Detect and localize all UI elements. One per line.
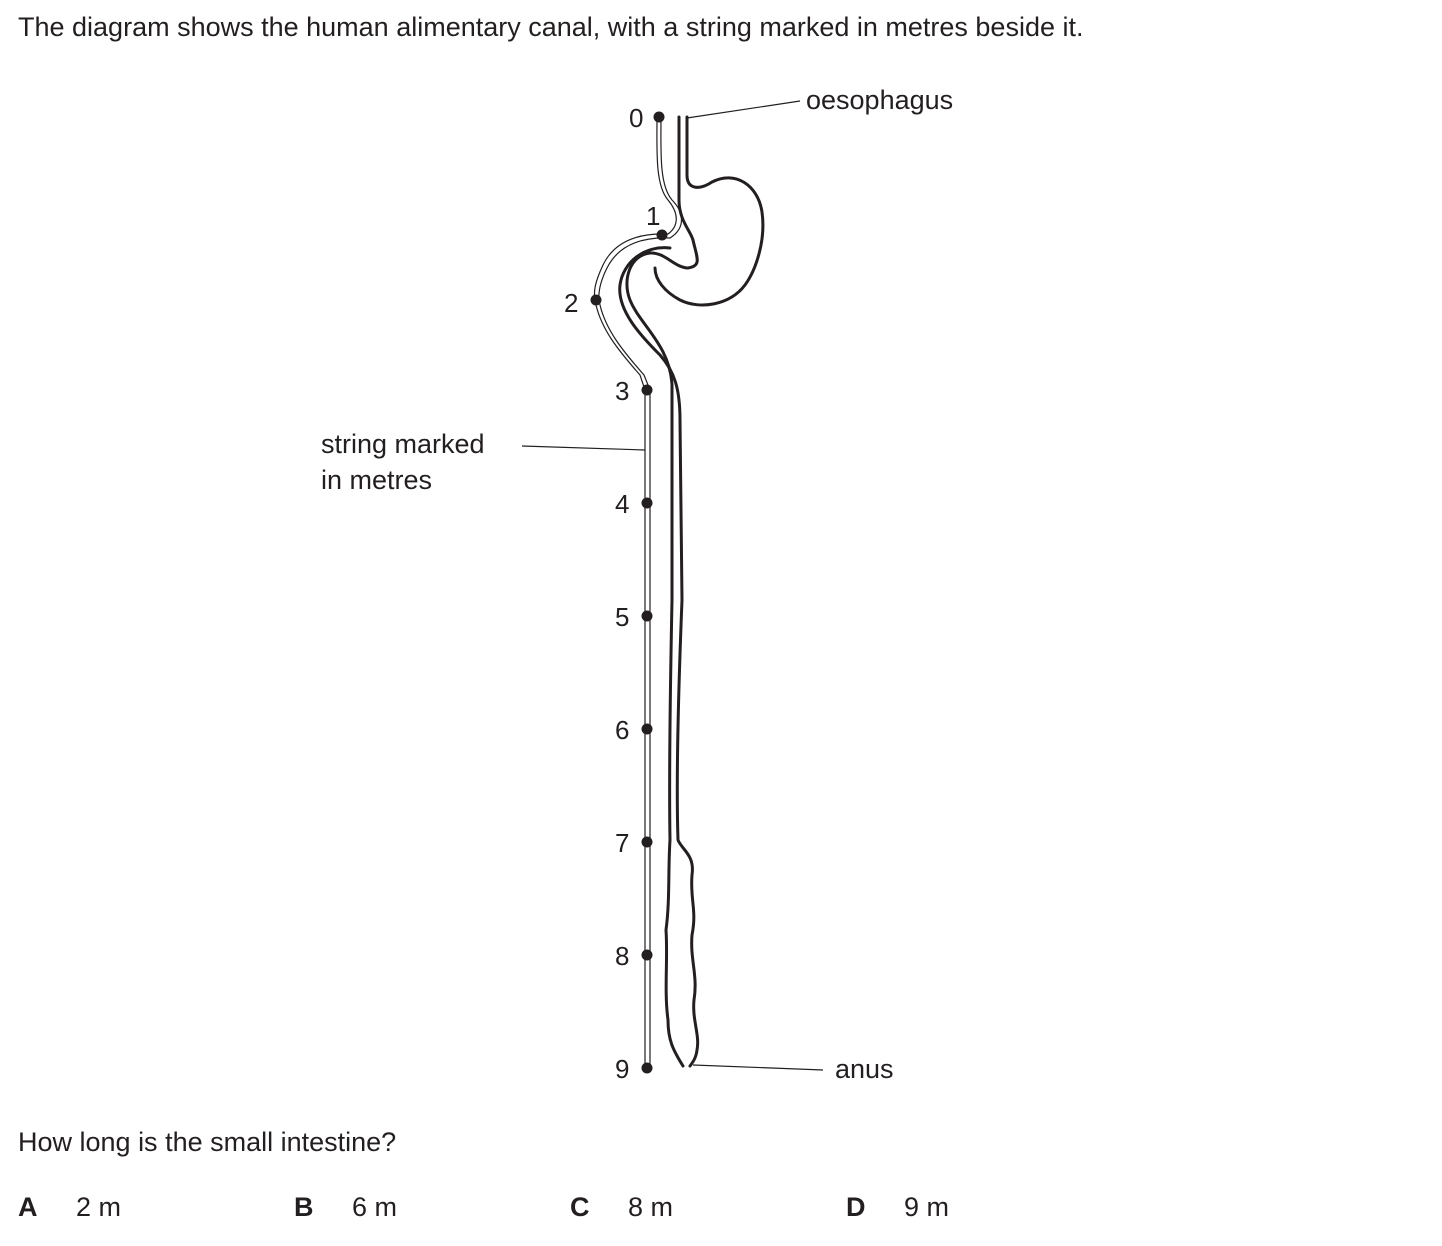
mark-number-1: 1 bbox=[646, 201, 661, 231]
label-string-line1: string marked bbox=[321, 429, 485, 459]
mark-number-9: 9 bbox=[615, 1054, 630, 1084]
mark-dot-8 bbox=[642, 950, 653, 961]
option-letter: C bbox=[570, 1192, 590, 1222]
label-anus: anus bbox=[835, 1054, 894, 1084]
mark-dot-2 bbox=[591, 295, 602, 306]
label-string-line2: in metres bbox=[321, 465, 433, 495]
option-c[interactable] bbox=[570, 1192, 673, 1223]
option-value: 2 m bbox=[76, 1192, 122, 1222]
option-b[interactable] bbox=[294, 1192, 397, 1223]
option-letter: B bbox=[294, 1192, 314, 1222]
mark-number-2: 2 bbox=[564, 288, 579, 318]
option-value: 9 m bbox=[904, 1192, 950, 1222]
mark-dot-1 bbox=[657, 230, 668, 241]
mark-dot-3 bbox=[642, 385, 653, 396]
mark-number-5: 5 bbox=[615, 602, 630, 632]
mark-dot-0 bbox=[654, 112, 665, 123]
mark-number-0: 0 bbox=[629, 103, 644, 133]
question-stem: The diagram shows the human alimentary canal, with a string marked in metres beside it. bbox=[18, 12, 1084, 42]
option-value: 6 m bbox=[352, 1192, 398, 1222]
label-oesophagus: oesophagus bbox=[806, 85, 954, 115]
mark-dot-6 bbox=[642, 724, 653, 735]
option-letter: D bbox=[846, 1192, 866, 1222]
mark-number-4: 4 bbox=[615, 489, 630, 519]
mark-number-8: 8 bbox=[615, 941, 630, 971]
question-prompt: How long is the small intestine? bbox=[18, 1127, 397, 1157]
mark-dot-5 bbox=[642, 611, 653, 622]
option-d[interactable] bbox=[846, 1192, 949, 1223]
mark-number-3: 3 bbox=[615, 376, 630, 406]
alimentary-canal bbox=[620, 117, 763, 1066]
string-mark-dots bbox=[591, 112, 668, 1074]
option-letter: A bbox=[18, 1192, 38, 1222]
mark-dot-9 bbox=[642, 1063, 653, 1074]
mark-dot-7 bbox=[642, 837, 653, 848]
answer-options bbox=[18, 1192, 1218, 1232]
option-a[interactable] bbox=[18, 1192, 121, 1223]
mark-number-7: 7 bbox=[615, 828, 630, 858]
mark-dot-4 bbox=[642, 498, 653, 509]
option-value: 8 m bbox=[628, 1192, 674, 1222]
mark-number-6: 6 bbox=[615, 715, 630, 745]
